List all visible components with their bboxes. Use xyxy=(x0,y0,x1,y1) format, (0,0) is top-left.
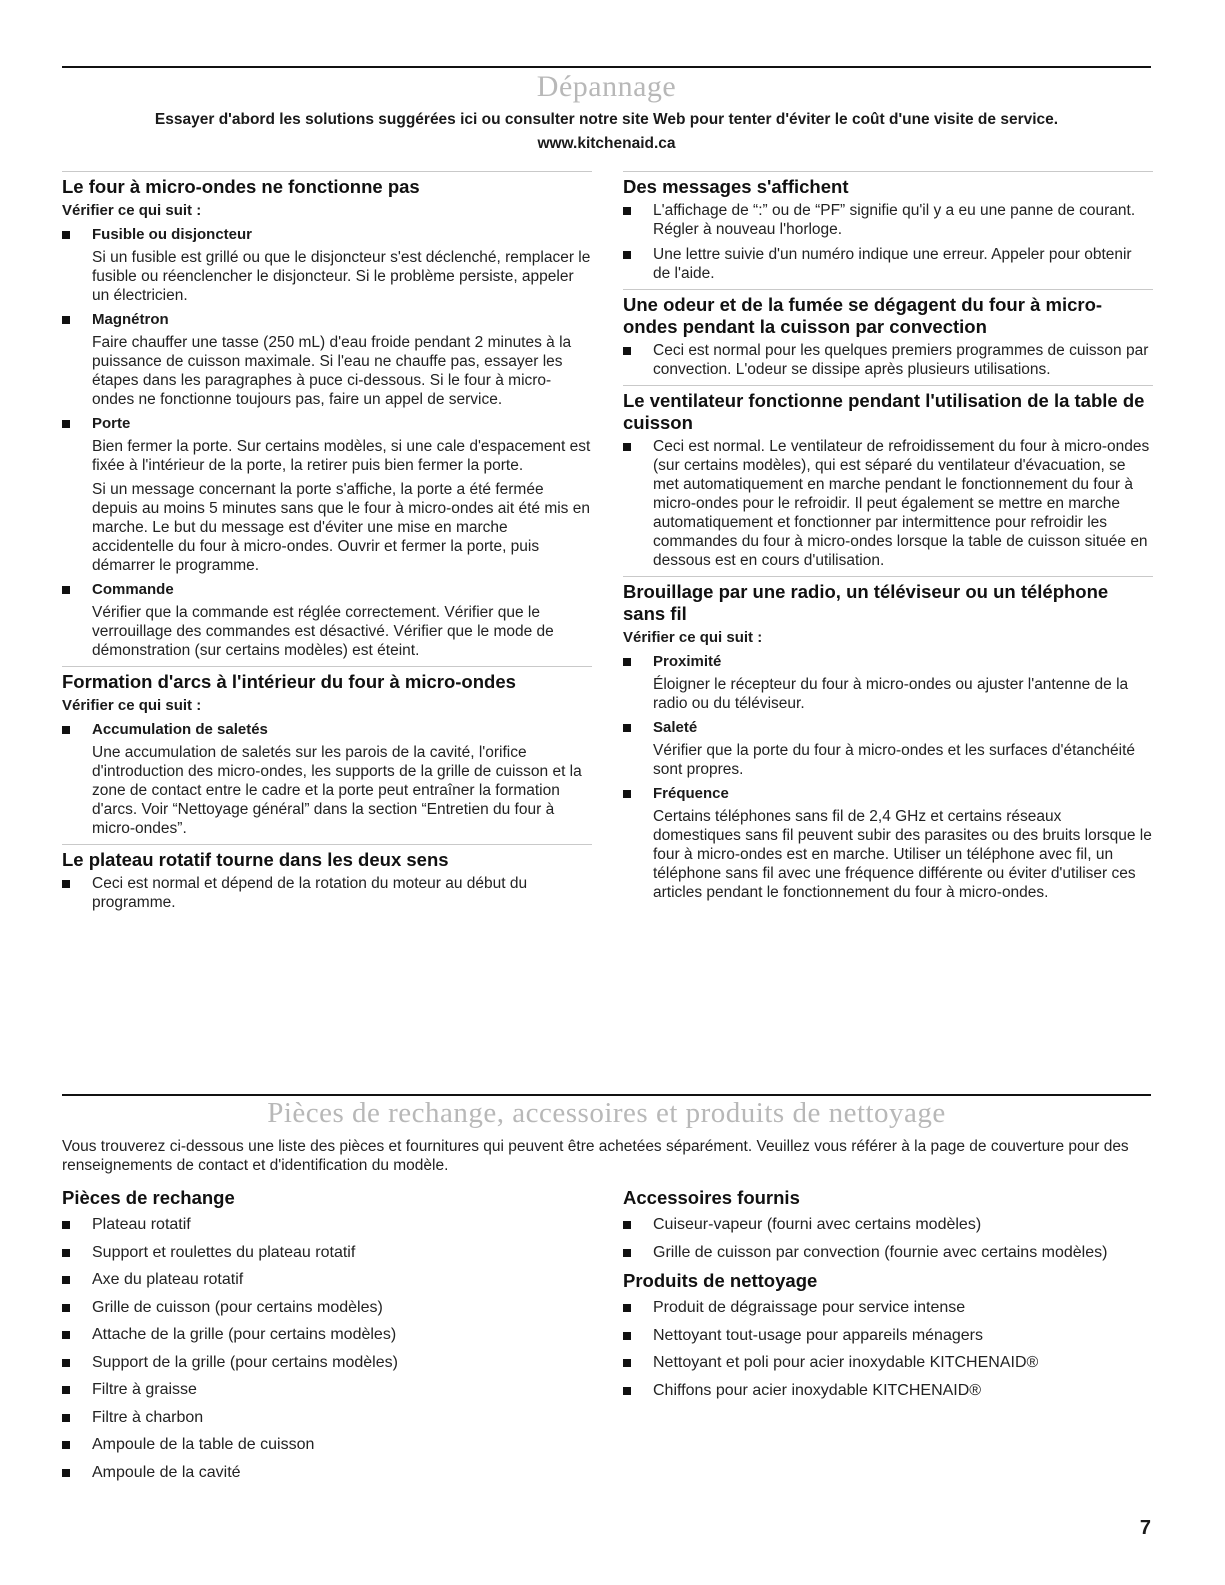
bullet-list xyxy=(62,720,592,838)
list-item: Ceci est normal. Le ventilateur de refroidissement du four à micro-ondes (sur certains modèles), qui est séparé du ventilateur d'évacuation, se met automatiquement en marche pendant le fonctionnement du four à micro-ondes pour le refroidir. Il peut également se mettre en marche automatiquement et fonctionner par intermittence pour refroidir les commandes du four à micro-ondes lorsque la table de cuisson située en dessous est en cours d'utilisation. xyxy=(623,437,1153,570)
problem-heading: Le ventilateur fonctionne pendant l'utilisation de la table de cuisson xyxy=(623,390,1145,433)
list-item xyxy=(62,580,592,660)
parts-section-title: Pièces de rechange, accessoires et produits de nettoyage xyxy=(267,1097,946,1129)
item-title: Fusible ou disjoncteur xyxy=(92,226,253,243)
item-title: Saleté xyxy=(653,719,698,736)
list-item: Ampoule de la table de cuisson xyxy=(62,1435,592,1455)
trouble-block xyxy=(62,666,592,838)
list-item xyxy=(623,652,1153,713)
list-item: Cuiseur-vapeur (fourni avec certains modèles) xyxy=(623,1215,1153,1235)
list-item: Axe du plateau rotatif xyxy=(62,1270,592,1290)
item-title: Magnétron xyxy=(92,311,169,328)
item-text: Éloigner le récepteur du four à micro-ondes ou ajuster l'antenne de la radio ou du téléviseur. xyxy=(653,676,1129,712)
check-label: Vérifier ce qui suit : xyxy=(62,202,202,219)
bullet-list xyxy=(623,201,1153,283)
problem-heading: Une odeur et de la fumée se dégagent du four à micro-ondes pendant la cuisson par convection xyxy=(623,294,1103,337)
item-text: Vérifier que la porte du four à micro-ondes et les surfaces d'étanchéité sont propres. xyxy=(653,742,1135,778)
item-text: Vérifier que la commande est réglée correctement. Vérifier que le verrouillage des commandes est désactivé. Vérifier que le mode de démonstration (sur certains modèles) est éteint. xyxy=(92,604,554,659)
item-text: Si un fusible est grillé ou que le disjoncteur s'est déclenché, remplacer le fusible ou réenclencher le disjoncteur. Si le problème persiste, appeler un électricien. xyxy=(92,249,591,304)
list-item: Ceci est normal et dépend de la rotation du moteur au début du programme. xyxy=(62,874,592,912)
bullet-list xyxy=(623,341,1153,379)
item-title: Fréquence xyxy=(653,785,729,802)
replacement-parts-heading: Pièces de rechange xyxy=(62,1187,235,1208)
intro-text: Essayer d'abord les solutions suggérées ici ou consulter notre site Web pour tenter d'éviter le coût d'une visite de service. xyxy=(154,111,1059,128)
left-column xyxy=(62,171,592,918)
list-item: Filtre à graisse xyxy=(62,1380,592,1400)
parts-intro: Vous trouverez ci-dessous une liste des pièces et fournitures qui peuvent être achetées séparément. Veuillez vous référer à la page de couverture pour des renseignements de contact et d'identification du modèle. xyxy=(62,1138,1129,1174)
item-title: Porte xyxy=(92,415,131,432)
replacement-parts-list xyxy=(62,1215,592,1483)
replacement-parts xyxy=(62,1187,592,1490)
parts-rule xyxy=(62,1094,1151,1096)
item-text: Bien fermer la porte. Sur certains modèles, si une cale d'espacement est fixée à l'intérieur de la porte, la retirer puis bien fermer la porte. xyxy=(92,438,591,474)
bullet-list xyxy=(623,437,1153,570)
page-title: Dépannage xyxy=(536,70,677,103)
problem-heading: Formation d'arcs à l'intérieur du four à micro-ondes xyxy=(62,671,516,692)
trouble-block xyxy=(623,289,1153,379)
accessories-heading: Accessoires fournis xyxy=(623,1187,800,1208)
item-text: Faire chauffer une tasse (250 mL) d'eau froide pendant 2 minutes à la puissance de cuisson maximale. Si l'eau ne chauffe pas, essayer les étapes dans les paragraphes à puce ci-dessous. Si le four à micro-ondes ne fonctionne toujours pas, faire un appel de service. xyxy=(92,334,572,408)
list-item xyxy=(62,720,592,838)
list-item: Support de la grille (pour certains modèles) xyxy=(62,1353,592,1373)
list-item: Ampoule de la cavité xyxy=(62,1463,592,1483)
list-item xyxy=(623,784,1153,902)
list-item: Produit de dégraissage pour service intense xyxy=(623,1298,1153,1318)
accessories-and-cleaning xyxy=(623,1187,1153,1408)
item-text: Si un message concernant la porte s'affiche, la porte a été fermée depuis au moins 5 minutes sans que le four à micro-ondes ait été mis en marche. Le but du message est d'éviter une mise en marche accidentelle du four à micro-ondes. Ouvrir et fermer la porte, puis démarrer le programme. xyxy=(92,481,590,574)
list-item xyxy=(62,414,592,575)
trouble-block xyxy=(623,171,1153,283)
problem-heading: Le plateau rotatif tourne dans les deux sens xyxy=(62,849,449,870)
item-title: Proximité xyxy=(653,653,722,670)
list-item xyxy=(62,310,592,409)
list-item: Grille de cuisson par convection (fournie avec certains modèles) xyxy=(623,1243,1153,1263)
list-item: Nettoyant et poli pour acier inoxydable KITCHENAID® xyxy=(623,1353,1153,1373)
list-item: Filtre à charbon xyxy=(62,1408,592,1428)
list-item: Ceci est normal pour les quelques premiers programmes de cuisson par convection. L'odeur se dissipe après plusieurs utilisations. xyxy=(623,341,1153,379)
list-item: Une lettre suivie d'un numéro indique une erreur. Appeler pour obtenir de l'aide. xyxy=(623,245,1153,283)
bullet-list xyxy=(623,652,1153,902)
check-label: Vérifier ce qui suit : xyxy=(62,697,202,714)
list-item: Chiffons pour acier inoxydable KITCHENAID® xyxy=(623,1381,1153,1401)
bullet-list xyxy=(62,225,592,660)
cleaning-list xyxy=(623,1298,1153,1401)
list-item: Plateau rotatif xyxy=(62,1215,592,1235)
page-number: 7 xyxy=(1139,1517,1151,1539)
list-item xyxy=(623,718,1153,779)
list-item xyxy=(62,225,592,305)
trouble-block xyxy=(62,844,592,912)
top-rule xyxy=(62,66,1151,68)
bullet-list xyxy=(62,874,592,912)
list-item: Grille de cuisson (pour certains modèles) xyxy=(62,1298,592,1318)
cleaning-heading: Produits de nettoyage xyxy=(623,1270,818,1291)
right-column xyxy=(623,171,1153,908)
list-item: Attache de la grille (pour certains modèles) xyxy=(62,1325,592,1345)
item-title: Accumulation de saletés xyxy=(92,721,268,738)
list-item: L'affichage de “:” ou de “PF” signifie qu'il y a eu une panne de courant. Régler à nouveau l'horloge. xyxy=(623,201,1153,239)
problem-heading: Des messages s'affichent xyxy=(623,176,849,197)
check-label: Vérifier ce qui suit : xyxy=(623,629,763,646)
item-text: Une accumulation de saletés sur les parois de la cavité, l'orifice d'introduction des micro-ondes, les supports de la grille de cuisson et la zone de contact entre le cadre et la porte peut entraîner la formation d'arcs. Voir “Nettoyage général” dans la section “Entretien du four à micro-ondes”. xyxy=(92,744,582,837)
item-title: Commande xyxy=(92,581,174,598)
problem-heading: Le four à micro-ondes ne fonctionne pas xyxy=(62,176,420,197)
item-text: Certains téléphones sans fil de 2,4 GHz et certains réseaux domestiques sans fil peuvent subir des parasites ou des bruits lorsque le four à micro-ondes est en marche. Utiliser un téléphone avec fil, un téléphone sans fil avec une fréquence différente ou éviter d'utiliser ces articles pendant le fonctionnement du four à micro-ondes. xyxy=(653,808,1152,901)
list-item: Nettoyant tout-usage pour appareils ménagers xyxy=(623,1326,1153,1346)
problem-heading: Brouillage par une radio, un téléviseur ou un téléphone sans fil xyxy=(623,581,1109,624)
list-item: Support et roulettes du plateau rotatif xyxy=(62,1243,592,1263)
trouble-block xyxy=(623,385,1153,570)
accessories-list xyxy=(623,1215,1153,1263)
trouble-block xyxy=(623,576,1153,902)
website-link[interactable]: www.kitchenaid.ca xyxy=(537,135,676,152)
trouble-block xyxy=(62,171,592,660)
